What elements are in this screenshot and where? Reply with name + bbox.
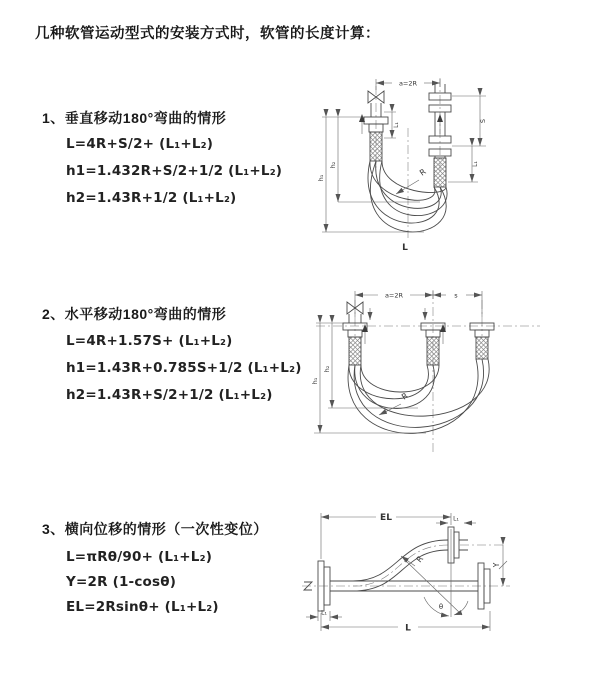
section-3-heading: 3、横向位移的情形（一次性变位）: [42, 521, 268, 537]
dim-label-h1: h₁: [317, 174, 325, 182]
section-2-formula-L: L=4R+1.57S+ (L₁+L₂): [66, 333, 233, 349]
section-2-heading: 2、水平移动180°弯曲的情形: [42, 306, 227, 322]
diagram-horizontal-180-bend: [308, 282, 593, 460]
dim-label-a2r: a=2R: [398, 79, 418, 88]
dim-label-r: R: [417, 167, 428, 178]
left-braid: [370, 132, 382, 161]
dim-label-l1-right: L₁: [472, 161, 479, 167]
diagram-lateral-displacement: [298, 503, 593, 648]
dim-label-theta: θ: [438, 603, 444, 611]
hose-loop: [376, 161, 442, 208]
section-1-formula-h1: h1=1.432R+S/2+1/2 (L₁+L₂): [66, 163, 283, 179]
section-3-formula-L: L=πRθ/90+ (L₁+L₂): [66, 549, 213, 565]
dim-label-a2r: a=2R: [384, 291, 404, 300]
dim-label-l: L: [402, 243, 408, 253]
upper-flange-hub: [454, 532, 459, 558]
hose-curve: [353, 550, 448, 591]
dim-label-l1-top: L₁: [453, 515, 459, 523]
section-2-formula-h2: h2=1.43R+S/2+1/2 (L₁+L₂): [66, 387, 273, 403]
dim-label-y: Y: [492, 562, 501, 568]
mid-braid: [427, 337, 439, 365]
left-braid: [349, 337, 361, 365]
page-title: 几种软管运动型式的安装方式时，软管的长度计算：: [35, 26, 380, 42]
dim-label-s: S: [479, 118, 487, 124]
dim-label-l1-left: L₁: [321, 609, 327, 617]
dim-label-h1: h₁: [311, 377, 319, 385]
dim-label-l1-left: L₁: [393, 122, 400, 128]
dim-label-r: R: [414, 554, 426, 565]
right-braid: [476, 337, 488, 359]
dim-label-h2: h₂: [329, 161, 337, 169]
dim-label-el: EL: [380, 513, 392, 523]
right-braid: [434, 158, 446, 187]
dim-label-l: L: [405, 623, 411, 634]
section-1-formula-L: L=4R+S/2+ (L₁+L₂): [66, 136, 214, 152]
dim-label-r: R: [399, 391, 410, 402]
hose-curve: [353, 540, 448, 581]
section-1-heading: 1、垂直移动180°弯曲的情形: [42, 110, 227, 126]
section-3-formula-Y: Y=2R (1-cosθ): [66, 574, 177, 590]
centerline-tubes: [355, 300, 482, 336]
dim-label-h2: h₂: [323, 365, 331, 373]
section-1-formula-h2: h2=1.43R+1/2 (L₁+L₂): [66, 190, 237, 206]
section-2-formula-h1: h1=1.43R+0.785S+1/2 (L₁+L₂): [66, 360, 302, 376]
diagram-vertical-180-bend: [312, 70, 592, 260]
dim-label-s: s: [454, 291, 458, 300]
section-3-formula-EL: EL=2Rsinθ+ (L₁+L₂): [66, 599, 219, 615]
